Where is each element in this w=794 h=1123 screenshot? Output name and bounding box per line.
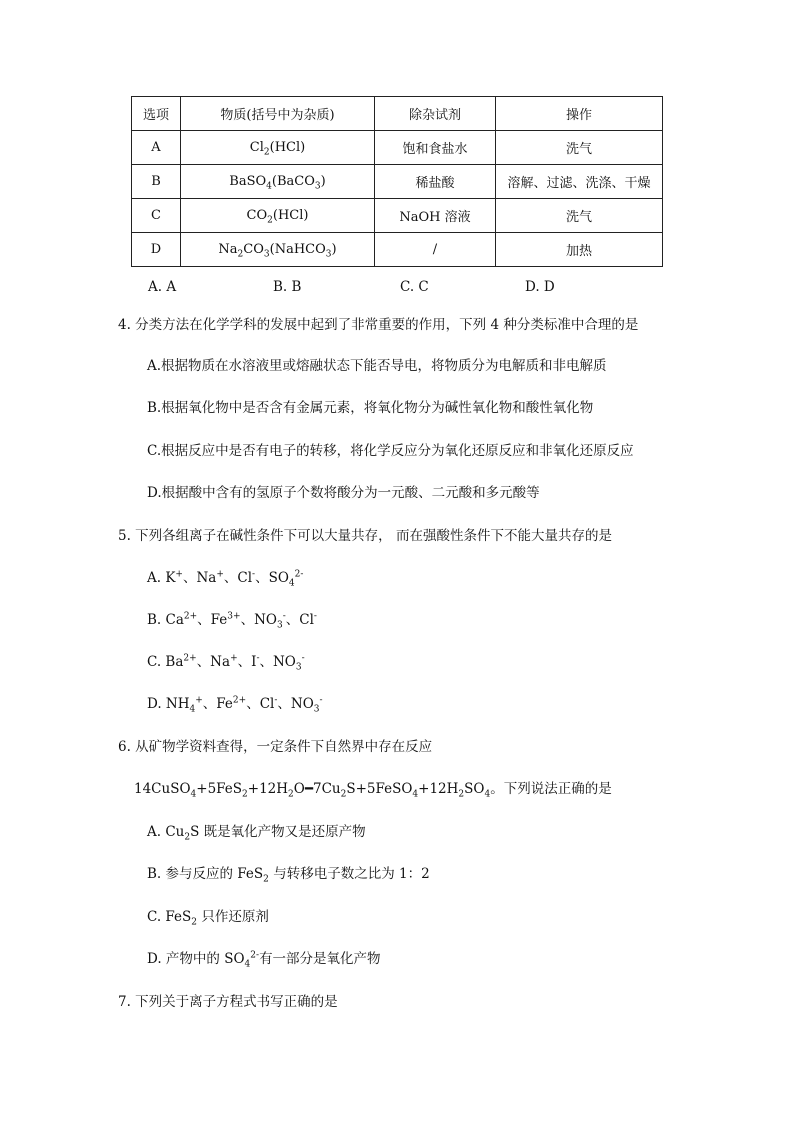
header-substance: 物质(括号中为杂质) [181, 97, 375, 131]
table-header-row [132, 97, 663, 131]
question-5-option-c: C. $Ba^{2+}$、Na+、I-、$NO_3^-$ [147, 653, 305, 673]
cell-option: C [132, 199, 181, 233]
cell-reagent: / [375, 233, 496, 267]
cell-reagent: NaOH 溶液 [375, 199, 496, 233]
question-5-stem: 5. 下列各组离子在碱性条件下可以大量共存， 而在强酸性条件下不能大量共存的是 [118, 528, 612, 544]
options-table [131, 96, 663, 267]
question-5-option-b: B. $Ca^{2+}$、$Fe^{3+}$、$NO_3^-$、Cl- [147, 611, 317, 631]
header-option: 选项 [132, 97, 181, 131]
header-operation: 操作 [496, 97, 663, 131]
question-4-option-a: A.根据物质在水溶液里或熔融状态下能否导电，将物质分为电解质和非电解质 [147, 358, 607, 374]
cell-option: B [132, 165, 181, 199]
question-6-option-d-pre: D. 产物中的 SO [147, 951, 245, 967]
table-row [132, 233, 663, 267]
question-4-option-d: D.根据酸中含有的氢原子个数将酸分为一元酸、二元酸和多元酸等 [147, 485, 540, 501]
cell-substance: $Cl_2(HCl)$ [181, 131, 375, 165]
cell-substance: $Na_2CO_3(NaHCO_3)$ [181, 233, 375, 267]
question-6-option-b: B. 参与反应的 FeS$_2$ 与转移电子数之比为 1：2 [147, 866, 430, 885]
question-6-stem-tail: 。下列说法正确的是 [490, 781, 612, 797]
question-5-option-a: A. K+、Na+、Cl-、$SO_4^{2-}$ [147, 569, 304, 589]
table-row [132, 199, 663, 233]
cell-substance: BaSO$_4$(BaCO$_3$) [181, 165, 375, 199]
question-6-option-b-pre: B. 参与反应的 FeS [147, 866, 264, 882]
table-row [132, 165, 663, 199]
question-6-option-c-text: 只作还原剂 [201, 909, 269, 925]
question-4-option-b: B.根据氧化物中是否含有金属元素，将氧化物分为碱性氧化物和酸性氧化物 [147, 400, 594, 416]
cell-operation: 洗气 [496, 131, 663, 165]
question-7-stem: 7. 下列关于离子方程式书写正确的是 [118, 994, 338, 1010]
cell-operation: 溶解、过滤、洗涤、干燥 [496, 165, 663, 199]
question-6-option-d: D. 产物中的 $SO_4^{2-}$有一部分是氧化产物 [147, 950, 381, 970]
cell-reagent: 稀盐酸 [375, 165, 496, 199]
cell-operation: 加热 [496, 233, 663, 267]
question-6-option-d-text: 有一部分是氧化产物 [259, 951, 381, 967]
cell-option: D [132, 233, 181, 267]
cell-reagent: 饱和食盐水 [375, 131, 496, 165]
question-6-equation: $14CuSO_4+5FeS_2+12H_2O━7Cu_2S+5FeSO_4+12H_2SO_4$。下列说法正确的是 [134, 781, 612, 800]
answer-choice-d: D. D [525, 279, 555, 295]
answer-choice-c: C. C [400, 279, 429, 295]
question-6-option-a: A. $Cu_2S$ 既是氧化产物又是还原产物 [147, 824, 366, 843]
cell-operation: 洗气 [496, 199, 663, 233]
question-6-stem: 6. 从矿物学资料查得，一定条件下自然界中存在反应 [118, 739, 433, 755]
answer-choice-a: A. A [148, 279, 177, 295]
header-reagent: 除杂试剂 [375, 97, 496, 131]
question-5-option-d: D. $NH_4^+$、$Fe^{2+}$、Cl-、$NO_3^-$ [147, 695, 323, 715]
question-6-option-b-text: 与转移电子数之比为 1：2 [273, 866, 430, 882]
question-4-option-c: C.根据反应中是否有电子的转移，将化学反应分为氧化还原反应和非氧化还原反应 [147, 443, 634, 459]
question-6-option-c: C. FeS$_2$ 只作还原剂 [147, 909, 269, 928]
cell-substance: $CO_2(HCl)$ [181, 199, 375, 233]
table-row [132, 131, 663, 165]
cell-option: A [132, 131, 181, 165]
question-6-option-a-text: 既是氧化产物又是还原产物 [203, 824, 366, 840]
answer-choice-b: B. B [273, 279, 302, 295]
question-4-stem: 4. 分类方法在化学学科的发展中起到了非常重要的作用，下列 4 种分类标准中合理的是 [118, 317, 639, 333]
